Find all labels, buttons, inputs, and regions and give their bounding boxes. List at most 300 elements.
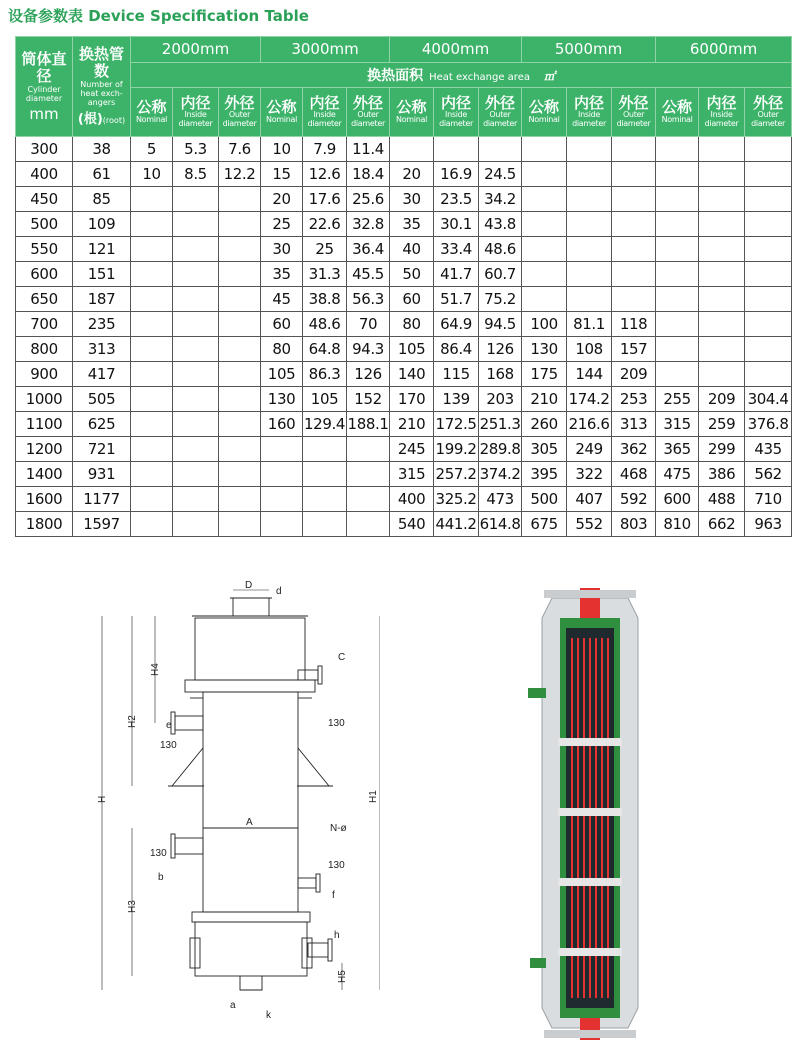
table-cell [656,212,699,237]
table-cell [303,462,347,487]
table-cell [612,262,656,287]
table-cell: 7.9 [303,137,347,162]
table-cell: 251.3 [479,412,522,437]
table-cell [131,287,173,312]
table-cell [173,237,219,262]
table-cell [612,237,656,262]
table-cell: 30 [390,187,434,212]
table-cell [173,262,219,287]
table-cell [173,337,219,362]
table-cell [745,162,792,187]
table-cell: 1400 [16,462,73,487]
table-cell: 126 [347,362,390,387]
table-cell: 36.4 [347,237,390,262]
table-cell: 11.4 [347,137,390,162]
table-cell: 175 [522,362,567,387]
table-cell: 650 [16,287,73,312]
table-cell: 130 [261,387,303,412]
table-cell: 80 [261,337,303,362]
table-cell [434,137,479,162]
label-130d: 130 [328,860,345,871]
table-cell [745,287,792,312]
table-cell [131,487,173,512]
subheader-outer-diameter: 外径 Outer diameter [347,88,390,137]
table-cell: 1100 [16,412,73,437]
table-cell: 60 [390,287,434,312]
header-cylinder-diameter: 筒体直径 Cylinder diameter mm [16,37,73,137]
table-cell [173,212,219,237]
table-cell: 592 [612,487,656,512]
table-cell [745,312,792,337]
table-cell [219,387,261,412]
table-cell [656,137,699,162]
table-cell [131,412,173,437]
table-cell: 322 [567,462,612,487]
table-cell: 25 [303,237,347,262]
table-cell [479,137,522,162]
label-130b: 130 [328,718,345,729]
label-h: h [334,930,340,941]
table-cell [522,137,567,162]
table-cell [173,512,219,537]
table-cell [656,237,699,262]
table-cell: 625 [73,412,131,437]
table-cell [612,137,656,162]
table-cell [699,262,745,287]
table-cell: 562 [745,462,792,487]
label-H3: H3 [127,900,138,913]
table-cell [131,237,173,262]
label-H5: H5 [337,970,348,983]
table-cell [745,237,792,262]
table-cell [522,287,567,312]
table-cell: 260 [522,412,567,437]
table-cell: 210 [522,387,567,412]
label-e: e [166,720,172,731]
table-cell [699,237,745,262]
table-cell: 468 [612,462,656,487]
table-cell: 675 [522,512,567,537]
table-cell [173,187,219,212]
table-cell: 441.2 [434,512,479,537]
table-cell: 130 [522,337,567,362]
table-cell [131,312,173,337]
table-cell [612,162,656,187]
table-cell: 209 [699,387,745,412]
label-k: k [266,1010,271,1021]
table-cell [567,137,612,162]
table-cell [745,262,792,287]
table-cell: 362 [612,437,656,462]
table-cell: 313 [612,412,656,437]
table-cell [567,162,612,187]
table-row [16,287,792,312]
table-cell: 245 [390,437,434,462]
label-H4: H4 [150,663,161,676]
subheader-inside-diameter: 内径 Inside diameter [303,88,347,137]
table-row [16,462,792,487]
table-cell: 174.2 [567,387,612,412]
label-D: D [245,580,253,591]
table-cell [699,312,745,337]
subheader-inside-diameter: 内径 Inside diameter [699,88,745,137]
table-cell [219,287,261,312]
table-cell: 24.5 [479,162,522,187]
table-cell: 38.8 [303,287,347,312]
table-cell: 32.8 [347,212,390,237]
table-cell [656,287,699,312]
table-cell: 25.6 [347,187,390,212]
table-cell [173,487,219,512]
table-cell: 395 [522,462,567,487]
label-H2: H2 [127,715,138,728]
header-length-6000: 6000mm [656,37,792,63]
table-cell [612,187,656,212]
table-cell: 10 [131,162,173,187]
table-cell: 1600 [16,487,73,512]
table-row [16,337,792,362]
label-f: f [332,890,335,901]
label-a: a [230,1000,236,1011]
table-cell: 22.6 [303,212,347,237]
table-cell: 600 [656,487,699,512]
table-cell: 289.8 [479,437,522,462]
nozzles [171,666,332,961]
subheader-outer-diameter: 外径 Outer diameter [745,88,792,137]
table-cell: 108 [567,337,612,362]
table-cell: 8.5 [173,162,219,187]
table-cell [173,462,219,487]
table-cell: 115 [434,362,479,387]
table-row [16,162,792,187]
page-title: 设备参数表 Device Specification Table [8,7,309,25]
label-C: C [338,652,346,663]
table-cell: 56.3 [347,287,390,312]
table-cell: 259 [699,412,745,437]
table-cell [219,362,261,387]
table-cell: 505 [73,387,131,412]
table-row [16,237,792,262]
table-cell: 1200 [16,437,73,462]
table-cell: 12.6 [303,162,347,187]
table-cell: 23.5 [434,187,479,212]
table-cell: 160 [261,412,303,437]
table-cell: 500 [16,212,73,237]
table-cell: 199.2 [434,437,479,462]
table-cell: 139 [434,387,479,412]
table-cell: 7.6 [219,137,261,162]
label-H: H [97,795,108,803]
table-cell [656,187,699,212]
table-cell [219,462,261,487]
table-cell [131,187,173,212]
table-cell: 475 [656,462,699,487]
table-cell: 488 [699,487,745,512]
table-cell: 151 [73,262,131,287]
table-cell: 304.4 [745,387,792,412]
table-cell: 34.2 [479,187,522,212]
table-cell: 41.7 [434,262,479,287]
table-cell: 61 [73,162,131,187]
table-cell: 300 [16,137,73,162]
table-cell: 43.8 [479,212,522,237]
table-cell [303,437,347,462]
table-cell [131,212,173,237]
header-length-3000: 3000mm [261,37,390,63]
subheader-nominal: 公称 Nominal [390,88,434,137]
table-cell: 30 [261,237,303,262]
table-cell [745,212,792,237]
table-cell: 121 [73,237,131,262]
table-cell [699,337,745,362]
table-cell: 64.9 [434,312,479,337]
table-cell: 31.3 [303,262,347,287]
table-cell: 70 [347,312,390,337]
table-cell: 257.2 [434,462,479,487]
table-cell: 18.4 [347,162,390,187]
table-cell: 15 [261,162,303,187]
subheader-nominal: 公称 Nominal [522,88,567,137]
table-cell: 140 [390,362,434,387]
table-cell [173,362,219,387]
table-cell [131,337,173,362]
table-cell [390,137,434,162]
table-row [16,262,792,287]
label-130c: 130 [150,848,167,859]
table-cell: 10 [261,137,303,162]
table-cell: 299 [699,437,745,462]
table-cell: 417 [73,362,131,387]
table-cell: 315 [656,412,699,437]
table-cell: 85 [73,187,131,212]
table-cell [745,187,792,212]
table-cell: 407 [567,487,612,512]
table-cell: 365 [656,437,699,462]
table-row [16,437,792,462]
table-cell: 810 [656,512,699,537]
table-cell [745,137,792,162]
table-cell: 803 [612,512,656,537]
table-cell: 210 [390,412,434,437]
table-cell [219,412,261,437]
table-cell: 450 [16,187,73,212]
table-cell: 30.1 [434,212,479,237]
heat-exchanger-render [520,578,660,1048]
table-cell [567,212,612,237]
table-cell: 86.4 [434,337,479,362]
table-row [16,512,792,537]
table-row [16,387,792,412]
table-cell: 48.6 [479,237,522,262]
table-cell: 662 [699,512,745,537]
table-cell: 216.6 [567,412,612,437]
table-cell: 1000 [16,387,73,412]
table-cell [131,262,173,287]
table-cell [699,187,745,212]
table-cell: 209 [612,362,656,387]
table-cell [656,362,699,387]
table-cell [745,337,792,362]
table-cell [261,462,303,487]
table-cell [699,162,745,187]
subheader-inside-diameter: 内径 Inside diameter [173,88,219,137]
table-cell: 315 [390,462,434,487]
table-cell: 60 [261,312,303,337]
table-row [16,187,792,212]
table-cell: 374.2 [479,462,522,487]
table-cell [219,337,261,362]
table-cell [173,287,219,312]
table-cell [219,262,261,287]
table-cell [522,237,567,262]
table-cell: 80 [390,312,434,337]
table-cell [567,237,612,262]
table-cell [303,512,347,537]
table-cell [656,162,699,187]
table-cell [347,487,390,512]
table-cell: 600 [16,262,73,287]
table-cell [699,212,745,237]
table-cell: 94.5 [479,312,522,337]
subheader-outer-diameter: 外径 Outer diameter [219,88,261,137]
table-cell [347,462,390,487]
label-H1: H1 [368,790,379,803]
table-cell: 386 [699,462,745,487]
table-cell: 235 [73,312,131,337]
table-cell: 45 [261,287,303,312]
table-cell: 126 [479,337,522,362]
table-cell [219,312,261,337]
table-cell [745,362,792,387]
table-cell: 253 [612,387,656,412]
table-cell [131,512,173,537]
table-cell: 25 [261,212,303,237]
subheader-outer-diameter: 外径 Outer diameter [479,88,522,137]
table-row [16,412,792,437]
table-cell: 187 [73,287,131,312]
label-b: b [158,872,164,883]
table-cell: 700 [16,312,73,337]
engineering-drawing [80,578,380,1038]
table-row [16,137,792,162]
table-cell [522,162,567,187]
table-cell [699,287,745,312]
table-cell: 16.9 [434,162,479,187]
table-cell [567,262,612,287]
table-cell: 129.4 [303,412,347,437]
table-cell: 931 [73,462,131,487]
table-cell [567,187,612,212]
table-cell: 50 [390,262,434,287]
table-cell: 20 [261,187,303,212]
table-cell [173,412,219,437]
header-length-2000: 2000mm [131,37,261,63]
table-cell: 157 [612,337,656,362]
table-row [16,212,792,237]
subheader-nominal: 公称 Nominal [131,88,173,137]
table-cell: 40 [390,237,434,262]
table-cell: 170 [390,387,434,412]
table-cell: 75.2 [479,287,522,312]
table-cell [131,462,173,487]
table-cell: 60.7 [479,262,522,287]
header-tube-count: 换热管数 Number of heat exch-angers (根)(root) [73,37,131,137]
table-cell: 20 [390,162,434,187]
table-cell [173,312,219,337]
table-cell [699,362,745,387]
subheader-nominal: 公称 Nominal [656,88,699,137]
table-cell: 64.8 [303,337,347,362]
table-cell [219,437,261,462]
table-cell: 376.8 [745,412,792,437]
table-row [16,362,792,387]
label-N: N-ø [330,823,347,834]
label-d: d [276,586,282,597]
table-cell [567,287,612,312]
table-cell: 35 [261,262,303,287]
table-cell [522,212,567,237]
table-cell [699,137,745,162]
table-cell: 203 [479,387,522,412]
table-cell [656,337,699,362]
header-length-4000: 4000mm [390,37,522,63]
spec-table [15,36,792,537]
table-cell [347,512,390,537]
drawing-labels [97,580,379,1021]
table-cell: 144 [567,362,612,387]
table-cell: 188.1 [347,412,390,437]
table-cell: 800 [16,337,73,362]
table-row [16,312,792,337]
table-cell: 172.5 [434,412,479,437]
table-cell: 550 [16,237,73,262]
table-cell: 325.2 [434,487,479,512]
table-cell: 168 [479,362,522,387]
table-cell [131,362,173,387]
table-cell [219,487,261,512]
table-cell: 540 [390,512,434,537]
table-cell: 105 [390,337,434,362]
table-cell [612,287,656,312]
table-cell [612,212,656,237]
table-cell [261,437,303,462]
table-cell [522,262,567,287]
table-cell: 305 [522,437,567,462]
label-A: A [246,817,253,828]
table-cell: 118 [612,312,656,337]
table-cell: 313 [73,337,131,362]
header-length-5000: 5000mm [522,37,656,63]
table-cell: 33.4 [434,237,479,262]
table-cell: 100 [522,312,567,337]
table-cell [261,512,303,537]
table-cell: 81.1 [567,312,612,337]
table-cell: 12.2 [219,162,261,187]
table-cell: 963 [745,512,792,537]
table-cell: 48.6 [303,312,347,337]
table-cell [347,437,390,462]
table-cell [131,387,173,412]
table-cell [656,262,699,287]
table-cell: 552 [567,512,612,537]
table-cell: 435 [745,437,792,462]
table-cell: 1177 [73,487,131,512]
table-cell: 51.7 [434,287,479,312]
table-cell: 473 [479,487,522,512]
table-cell [173,437,219,462]
table-row [16,487,792,512]
table-cell: 5.3 [173,137,219,162]
